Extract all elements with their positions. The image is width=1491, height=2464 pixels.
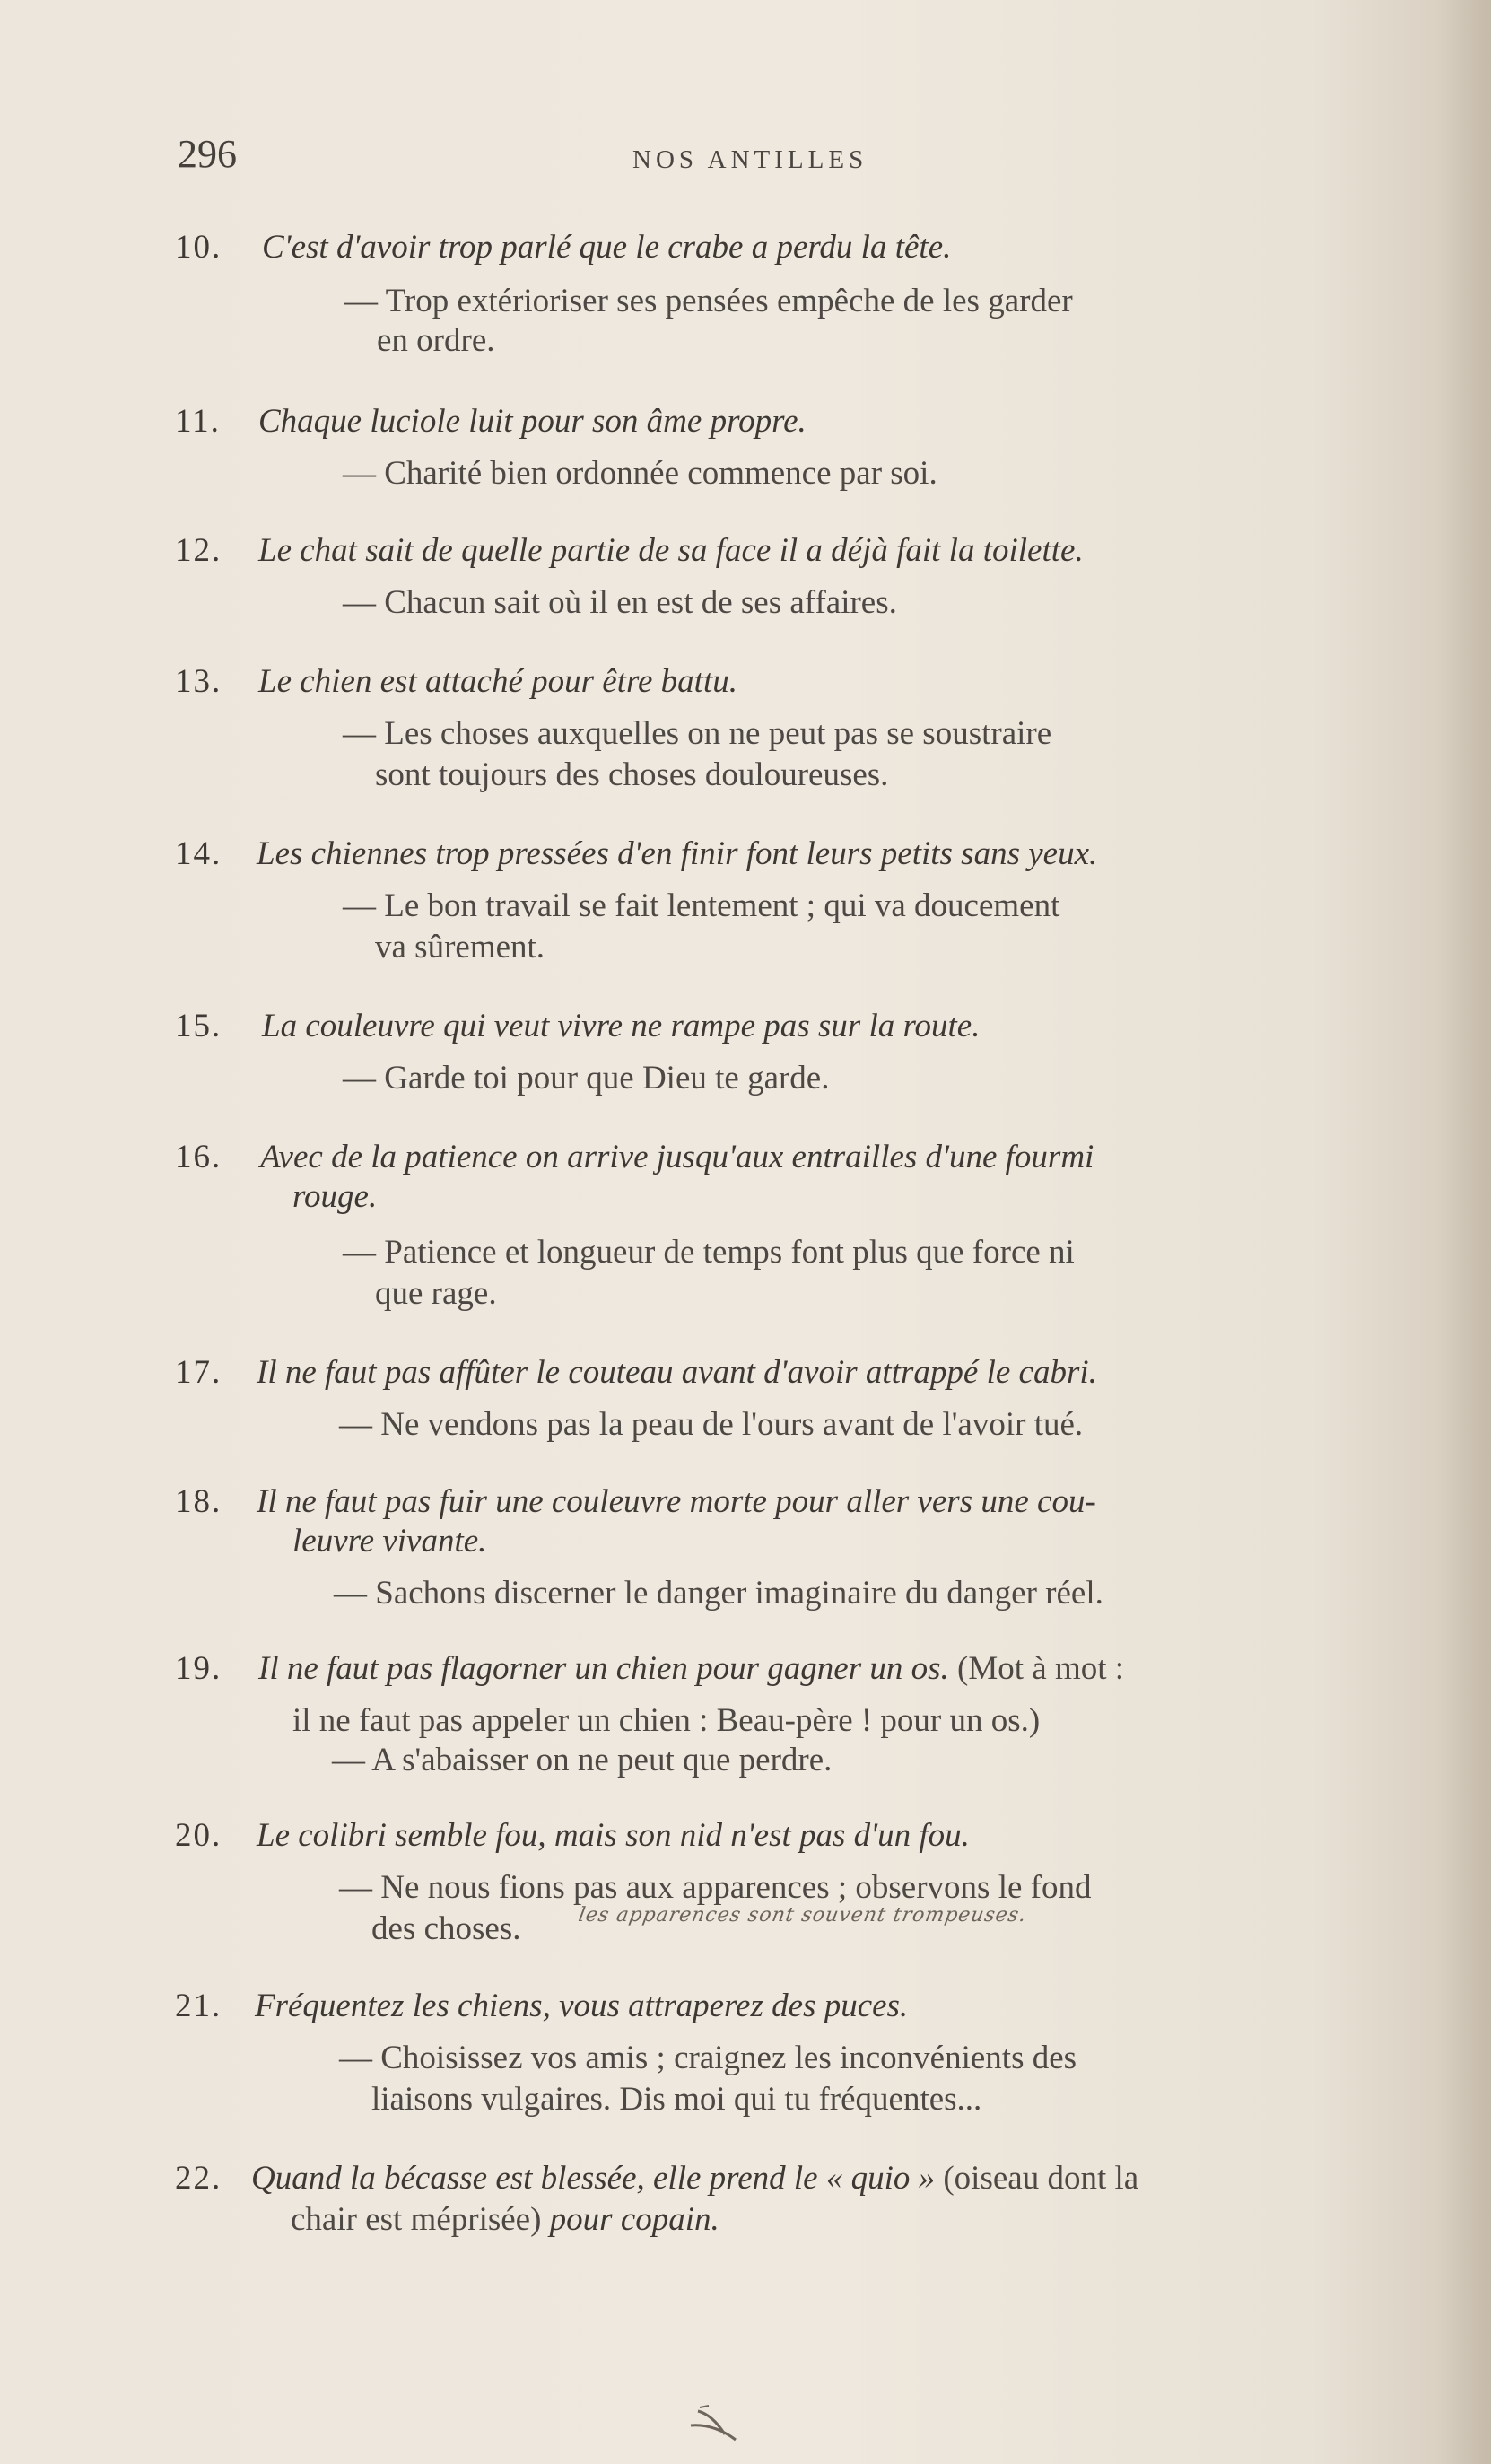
proverb-number: 14. — [175, 835, 222, 872]
proverb-creole: leuvre vivante. — [292, 1523, 487, 1560]
proverb-creole: Il ne faut pas flagorner un chien pour gagner un os. — [258, 1650, 949, 1687]
proverb-translation: — A s'abaisser on ne peut que perdre. — [332, 1742, 833, 1778]
proverb-creole: Le colibri semble fou, mais son nid n'est pas d'un fou. — [257, 1817, 970, 1854]
proverb-translation: — Choisissez vos amis ; craignez les inconvénients des — [339, 2040, 1077, 2076]
proverb-creole: Il ne faut pas affûter le couteau avant d'avoir attrappé le cabri. — [257, 1354, 1097, 1391]
proverb-translation: — Le bon travail se fait lentement ; qui va doucement — [343, 887, 1060, 924]
proverb-translation: — Charité bien ordonnée commence par soi. — [343, 455, 937, 492]
page-number: 296 — [178, 132, 237, 176]
proverb-translation: va sûrement. — [375, 929, 545, 966]
proverb-creole: Les chiennes trop pressées d'en finir font leurs petits sans yeux. — [257, 835, 1098, 872]
proverb-creole: rouge. — [292, 1178, 378, 1215]
proverb-creole: Le chien est attaché pour être battu. — [258, 663, 737, 700]
proverb-creole: Il ne faut pas fuir une couleuvre morte pour aller vers une cou- — [257, 1483, 1096, 1520]
proverb-number: 22. — [175, 2160, 222, 2197]
proverb-translation: en ordre. — [377, 322, 495, 359]
proverb-number: 11. — [175, 403, 221, 440]
proverb-creole-line — [251, 2159, 1138, 2198]
proverb-creole: La couleuvre qui veut vivre ne rampe pas sur la route. — [262, 1008, 981, 1044]
proverb-number: 13. — [175, 663, 222, 700]
proverb-translation: que rage. — [375, 1275, 497, 1312]
proverb-number: 15. — [175, 1008, 222, 1044]
proverb-translation: des choses. — [371, 1910, 521, 1947]
proverb-translation: il ne faut pas appeler un chien : Beau-père ! pour un os.) — [292, 1702, 1041, 1739]
proverb-creole-line — [258, 1649, 1124, 1689]
proverb-number: 18. — [175, 1483, 222, 1520]
proverb-number: 12. — [175, 532, 222, 569]
proverb-creole: pour copain. — [549, 2201, 719, 2238]
proverb-number: 17. — [175, 1354, 222, 1391]
proverb-translation: liaisons vulgaires. Dis moi qui tu fréquentes... — [371, 2081, 982, 2118]
proverb-number: 20. — [175, 1817, 222, 1854]
proverb-translation: sont toujours des choses douloureuses. — [375, 756, 889, 793]
proverb-creole: Fréquentez les chiens, vous attraperez des puces. — [255, 1988, 909, 2024]
end-ornament-icon — [673, 2391, 772, 2454]
proverb-translation: — Ne nous fions pas aux apparences ; observons le fond — [339, 1869, 1092, 1906]
proverb-creole: Chaque luciole luit pour son âme propre. — [258, 403, 807, 440]
proverb-translation: — Garde toi pour que Dieu te garde. — [343, 1060, 830, 1097]
proverb-creole: Le chat sait de quelle partie de sa face il a déjà fait la toilette. — [258, 532, 1084, 569]
proverb-creole: Avec de la patience on arrive jusqu'aux entrailles d'une fourmi — [260, 1139, 1094, 1175]
proverb-number: 21. — [175, 1988, 222, 2024]
spine-shadow — [1437, 0, 1491, 2464]
proverb-creole-gloss: (Mot à mot : — [948, 1650, 1125, 1687]
proverb-translation: — Les choses auxquelles on ne peut pas se soustraire — [343, 715, 1052, 752]
page-header — [0, 131, 1491, 185]
proverb-number: 19. — [175, 1650, 222, 1687]
proverb-creole: Quand la bécasse est blessée, elle prend le « quio » — [251, 2160, 936, 2197]
proverb-number: 16. — [175, 1139, 222, 1175]
proverb-creole-gloss: (oiseau dont la — [935, 2160, 1139, 2197]
proverb-number: 10. — [175, 229, 222, 266]
proverb-creole-gloss: chair est méprisée) — [291, 2201, 550, 2238]
proverb-translation: — Trop extérioriser ses pensées empêche de les garder — [344, 283, 1073, 319]
running-title: NOS ANTILLES — [632, 145, 868, 174]
proverb-translation: — Patience et longueur de temps font plus que force ni — [343, 1234, 1075, 1271]
proverb-creole-line — [291, 2200, 719, 2240]
proverb-translation: — Chacun sait où il en est de ses affaires. — [343, 584, 897, 621]
handwritten-annotation: les apparences sont souvent trompeuses. — [576, 1904, 1029, 1927]
proverb-translation: — Ne vendons pas la peau de l'ours avant de l'avoir tué. — [339, 1406, 1084, 1443]
proverb-creole: C'est d'avoir trop parlé que le crabe a perdu la tête. — [262, 229, 952, 266]
proverb-translation: — Sachons discerner le danger imaginaire du danger réel. — [334, 1575, 1103, 1612]
